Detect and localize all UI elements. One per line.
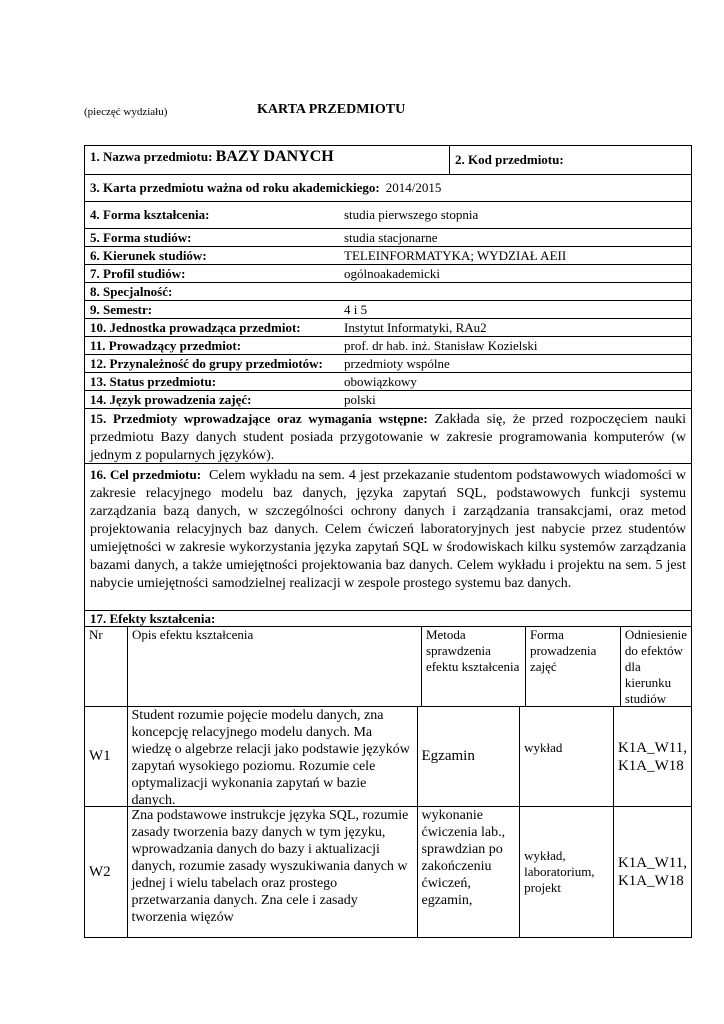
subject-name-row: [85, 146, 691, 175]
field-label: 12. Przynależność do grupy przedmiotów:: [90, 356, 323, 371]
field-label: 5. Forma studiów:: [90, 230, 192, 245]
effects-title-row: [85, 611, 691, 627]
effect-method: Egzamin: [418, 707, 521, 806]
field-label: 6. Kierunek studiów:: [90, 248, 207, 263]
prerequisites-text: Zakłada się, że przed rozpoczęciem nauki przedmiotu Bazy danych student posiada przygotowanie w zakresie programowania komputerów (w jednym z popularnych języków).: [90, 412, 686, 463]
field-row: [85, 319, 691, 337]
table-row: [85, 807, 691, 937]
effect-reference: K1A_W11, K1A_W18: [617, 739, 687, 774]
field-label: 9. Semestr:: [90, 302, 153, 317]
subject-name-value: BAZY DANYCH: [215, 148, 334, 165]
effect-nr: W2: [85, 807, 128, 937]
field-value: studia stacjonarne: [344, 230, 438, 245]
table-row: [85, 707, 691, 807]
subject-name-cell: [85, 146, 450, 174]
effects-title: 17. Efekty kształcenia:: [90, 611, 216, 626]
karta-valid-value: 2014/2015: [385, 180, 442, 195]
column-header-method: Metoda sprawdzenia efektu kształcenia: [422, 627, 526, 706]
field-label: 14. Język prowadzenia zajęć:: [90, 392, 252, 407]
field-label: 7. Profil studiów:: [90, 266, 186, 281]
field-row: [85, 283, 691, 301]
column-header-form: Forma prowadzenia zajęć: [526, 627, 621, 706]
prerequisites-row: [85, 409, 691, 464]
field-label: 10. Jednostka prowadząca przedmiot:: [90, 320, 301, 335]
course-goal-label: 16. Cel przedmiotu:: [90, 467, 202, 482]
column-header-nr: Nr: [85, 627, 128, 706]
effect-description: Student rozumie pojęcie modelu danych, zna koncepcję relacyjnego modelu danych. Ma wiedzę o algebrze relacji jako podstawie języków zapytań wysokiego poziomu. Rozumie cele optymalizacji wykonania zapytań w bazie danych.: [128, 707, 418, 806]
karta-valid-cell: [85, 180, 446, 201]
field-row: [85, 202, 691, 229]
course-goal-text: Celem wykładu na sem. 4 jest przekazanie studentom podstawowych wiadomości w zakresie relacyjnego modelu baz danych, języka zapytań SQL, podstawowych funkcji systemu zarządzania bazą danych, w szczególności ochrony danych i zarządzania transakcjami, oraz metod projektowania relacyjnych baz danych. Celem ćwiczeń laboratoryjnych jest nabycie przez studentów umiejętności w zakresie wykorzystania języka zapytań SQL w środowiskach kilku systemów zarządzania bazami danych, a także umiejętności projektowania baz danych. Celem wykładu i projektu na sem. 5 jest nabycie umiejętności samodzielnej realizacji w zespole prostego systemu baz danych.: [90, 468, 686, 591]
course-goal-cell: [90, 466, 686, 610]
field-value: ogólnoakademicki: [344, 266, 441, 281]
course-card-table: [84, 145, 692, 938]
prerequisites-cell: [90, 410, 686, 463]
field-value: Instytut Informatyki, RAu2: [344, 320, 487, 335]
effect-description: Zna podstawowe instrukcje języka SQL, rozumie zasady tworzenia bazy danych w tym języku, wprowadzania danych do bazy i aktualizacji danych, rozumie zasady wyszukiwania danych w jednej i wielu tabelach oraz prostego przetwarzania danych. Zna cele i zasady tworzenia więzów: [128, 807, 418, 937]
effect-form: wykład: [520, 707, 614, 806]
field-row: [85, 391, 691, 409]
field-value: TELEINFORMATYKA; WYDZIAŁ AEII: [344, 248, 567, 263]
field-value: studia pierwszego stopnia: [344, 207, 479, 222]
karta-valid-label: 3. Karta przedmiotu ważna od roku akademickiego:: [90, 180, 380, 195]
effects-header-row: [85, 627, 691, 707]
effect-method: wykonanie ćwiczenia lab., sprawdzian po zakończeniu ćwiczeń, egzamin,: [418, 807, 521, 937]
document-title: KARTA PRZEDMIOTU: [257, 102, 406, 117]
subject-name-label: 1. Nazwa przedmiotu:: [90, 149, 213, 164]
course-goal-row: [85, 464, 691, 611]
karta-valid-row: [85, 175, 691, 202]
field-label: 4. Forma kształcenia:: [90, 207, 210, 222]
field-row: [85, 247, 691, 265]
field-value: prof. dr hab. inż. Stanisław Kozielski: [344, 338, 538, 353]
field-row: [85, 229, 691, 247]
column-header-reference: Odniesienie do efektów dla kierunku studiów: [624, 627, 688, 706]
field-value: [344, 283, 691, 300]
field-label: 13. Status przedmiotu:: [90, 374, 217, 389]
effect-form: wykład, laboratorium, projekt: [520, 807, 614, 937]
field-row: [85, 337, 691, 355]
field-value: polski: [344, 392, 376, 407]
prerequisites-label: 15. Przedmioty wprowadzające oraz wymagania wstępne:: [90, 411, 428, 426]
field-value: 4 i 5: [344, 302, 368, 317]
field-label: 11. Prowadzący przedmiot:: [90, 338, 242, 353]
subject-code-label: 2. Kod przedmiotu:: [455, 152, 564, 167]
field-label: 8. Specjalność:: [90, 284, 173, 299]
effect-reference: K1A_W11, K1A_W18: [617, 855, 687, 889]
column-header-description: Opis efektu kształcenia: [128, 627, 422, 706]
field-value: przedmioty wspólne: [344, 356, 450, 371]
field-row: [85, 355, 691, 373]
field-value: obowiązkowy: [344, 374, 417, 389]
effect-nr: W1: [85, 707, 128, 806]
field-row: [85, 373, 691, 391]
field-row: [85, 301, 691, 319]
faculty-stamp-label: (pieczęć wydziału): [84, 106, 168, 118]
field-row: [85, 265, 691, 283]
